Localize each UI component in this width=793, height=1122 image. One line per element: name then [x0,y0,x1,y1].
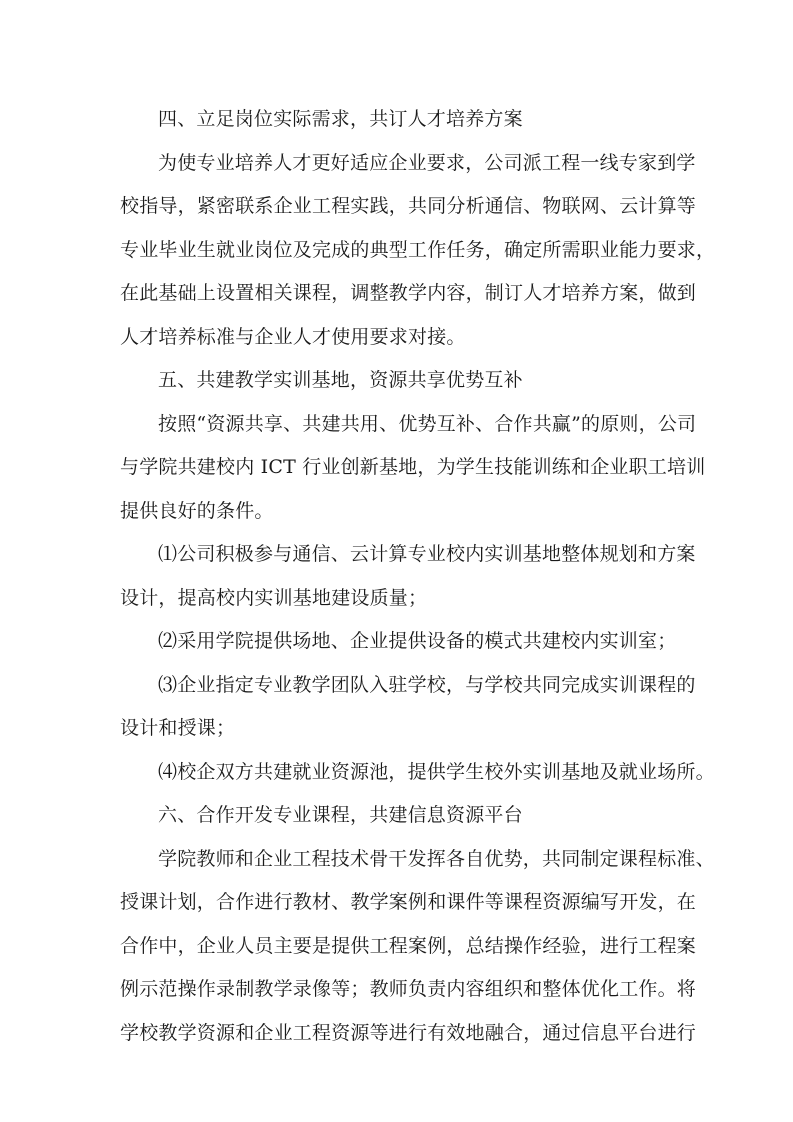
paragraph [120,142,716,360]
list-item [120,751,715,795]
paragraph [120,838,715,1056]
paragraph-line: ⑶企业指定专业教学团队入驻学校，与学校共同完成实训课程的 [158,673,696,696]
section-heading-5: 五、共建教学实训基地，资源共享优势互补 [158,369,523,391]
paragraph-line: 学校教学资源和企业工程资源等进行有效地融合，通过信息平台进行 [120,1021,697,1044]
section-heading-4: 四、立足岗位实际需求，共订人才培养方案 [158,108,523,130]
paragraph-line: 人才培养标准与企业人才使用要求对接。 [120,325,466,348]
paragraph-line: 在此基础上设置相关课程，调整教学内容，制订人才培养方案，做到 [120,282,697,304]
paragraph-line: 提供良好的条件。 [120,499,274,522]
section-heading-6: 六、合作开发专业课程，共建信息资源平台 [158,804,523,826]
paragraph-line: 按照“资源共享、共建共用、优势互补、合作共赢”的原则，公司 [158,412,697,435]
paragraph-line: 设计和授课； [120,717,236,739]
paragraph-line: 合作中，企业人员主要是提供工程案例，总结操作经验，进行工程案 [120,934,697,957]
paragraph [120,403,706,534]
paragraph-line: ⑷校企双方共建就业资源池，提供学生校外实训基地及就业场所。 [158,760,715,783]
list-item [120,533,696,620]
paragraph-line: 学院教师和企业工程技术骨干发挥各自优势，共同制定课程标准、 [158,847,715,870]
paragraph-line: 专业毕业生就业岗位及完成的典型工作任务，确定所需职业能力要求， [120,238,716,261]
paragraph-line: ⑴公司积极参与通信、云计算专业校内实训基地整体规划和方案 [158,543,696,565]
list-item [120,664,696,751]
paragraph-line: 校指导，紧密联系企业工程实践，共同分析通信、物联网、云计算等 [120,195,697,217]
paragraph-line: 为使专业培养人才更好适应企业要求，公司派工程一线专家到学 [158,151,696,174]
document-body [120,98,716,1055]
paragraph-line: 授课计划，合作进行教材、教学案例和课件等课程资源编写开发，在 [120,891,697,913]
paragraph-line: 与学院共建校内 ICT 行业创新基地，为学生技能训练和企业职工培训 [120,456,706,478]
paragraph-line: 例示范操作录制教学录像等；教师负责内容组织和整体优化工作。将 [120,978,697,1000]
list-item [120,620,690,664]
paragraph-line: 设计，提高校内实训基地建设质量； [120,586,428,609]
paragraph-line: ⑵采用学院提供场地、企业提供设备的模式共建校内实训室； [158,630,677,652]
